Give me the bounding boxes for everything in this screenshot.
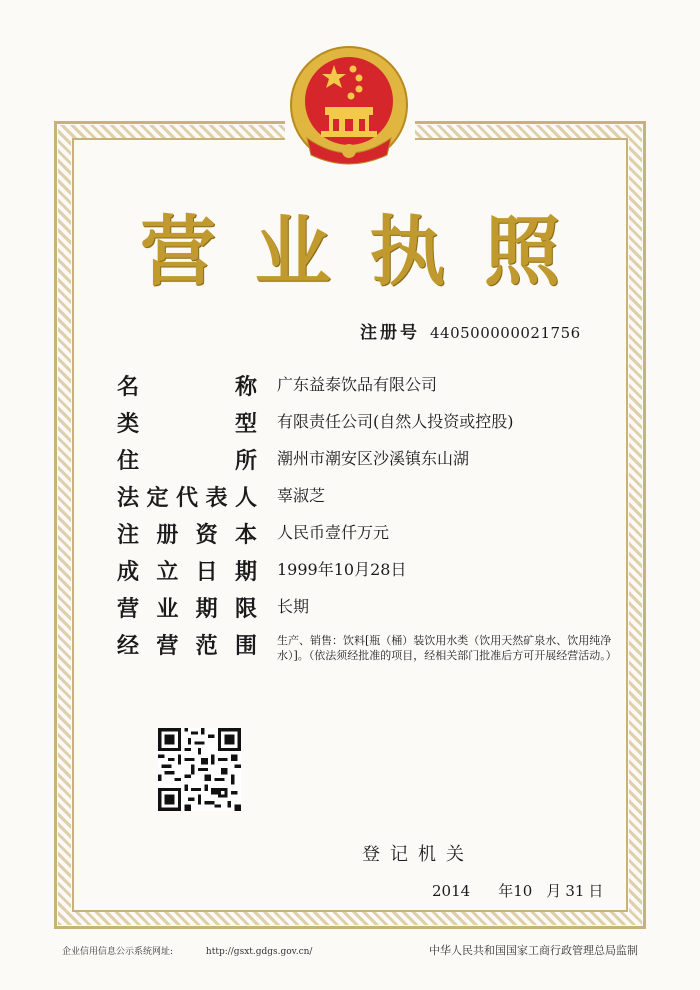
registration-label: 注册号 [360, 323, 420, 343]
label-char: 限 [234, 597, 257, 622]
label-char: 范 [195, 634, 218, 659]
registration-number: 440500000021756 [430, 324, 581, 342]
field-value: 1999年10月28日 [277, 560, 407, 579]
field-value: 潮州市潮安区沙溪镇东山湖 [277, 449, 470, 468]
field-label [117, 407, 257, 438]
title-char: 照 [483, 206, 560, 296]
registration-authority: 登记机关 [362, 844, 474, 865]
label-char: 营 [156, 634, 179, 659]
registration-number-row [360, 318, 581, 342]
field-value: 有限责任公司(自然人投资或控股) [277, 412, 514, 431]
footer-supervisor: 中华人民共和国国家工商行政管理总局监制 [429, 944, 638, 957]
footer-system-label: 企业信用信息公示系统网址: [62, 947, 174, 957]
document-title [140, 200, 560, 296]
field-value: 人民币壹仟万元 [277, 523, 390, 542]
footer-credit-system [62, 944, 312, 957]
field-label [117, 518, 257, 549]
field-label [117, 481, 257, 512]
label-char: 名 [117, 375, 140, 400]
label-char: 期 [234, 560, 257, 585]
title-char: 执 [369, 206, 446, 296]
field-value: 生产、销售：饮料[瓶（桶）装饮用水类（饮用天然矿泉水、饮用纯净水）]。（依法须经批准的项目，经相关部门批准后方可开展经营活动。） [277, 634, 617, 662]
label-char: 代 [175, 486, 198, 511]
label-char: 法 [117, 486, 140, 511]
label-char: 注 [117, 523, 140, 548]
issue-date [432, 880, 603, 901]
label-char: 住 [117, 449, 140, 474]
label-char: 表 [205, 486, 228, 511]
label-char: 本 [234, 523, 257, 548]
label-char: 经 [117, 634, 140, 659]
field-value: 广东益泰饮品有限公司 [277, 375, 438, 394]
field-label [117, 370, 257, 401]
title-char: 营 [140, 206, 216, 296]
label-char: 人 [234, 486, 257, 511]
issue-month: 10 [513, 882, 533, 900]
field-label [117, 444, 257, 475]
label-char: 成 [117, 560, 140, 585]
field-value: 辜淑芝 [277, 486, 326, 505]
label-char: 立 [156, 560, 179, 585]
label-char: 所 [234, 449, 257, 474]
label-char: 型 [234, 412, 257, 437]
label-char: 定 [146, 486, 169, 511]
label-char: 资 [195, 523, 218, 548]
field-value: 长期 [277, 597, 310, 616]
label-char: 册 [156, 523, 179, 548]
field-label [117, 592, 257, 623]
label-char: 围 [234, 634, 257, 659]
issue-year-unit: 年 [498, 882, 514, 900]
issue-month-unit: 月 [546, 882, 562, 900]
label-char: 类 [117, 412, 140, 437]
national-emblem-icon [287, 43, 412, 173]
field-label [117, 629, 257, 660]
issue-day: 31 [565, 882, 585, 900]
label-char: 期 [195, 597, 218, 622]
label-char: 称 [234, 375, 257, 400]
field-label [117, 555, 257, 586]
issue-year: 2014 [432, 882, 471, 900]
footer-url: http://gsxt.gdgs.gov.cn/ [205, 947, 313, 957]
qr-code-icon [158, 728, 241, 811]
label-char: 营 [117, 597, 140, 622]
label-char: 日 [195, 560, 218, 585]
label-char: 业 [156, 597, 179, 622]
title-char: 业 [254, 206, 331, 296]
issue-day-unit: 日 [588, 882, 604, 900]
